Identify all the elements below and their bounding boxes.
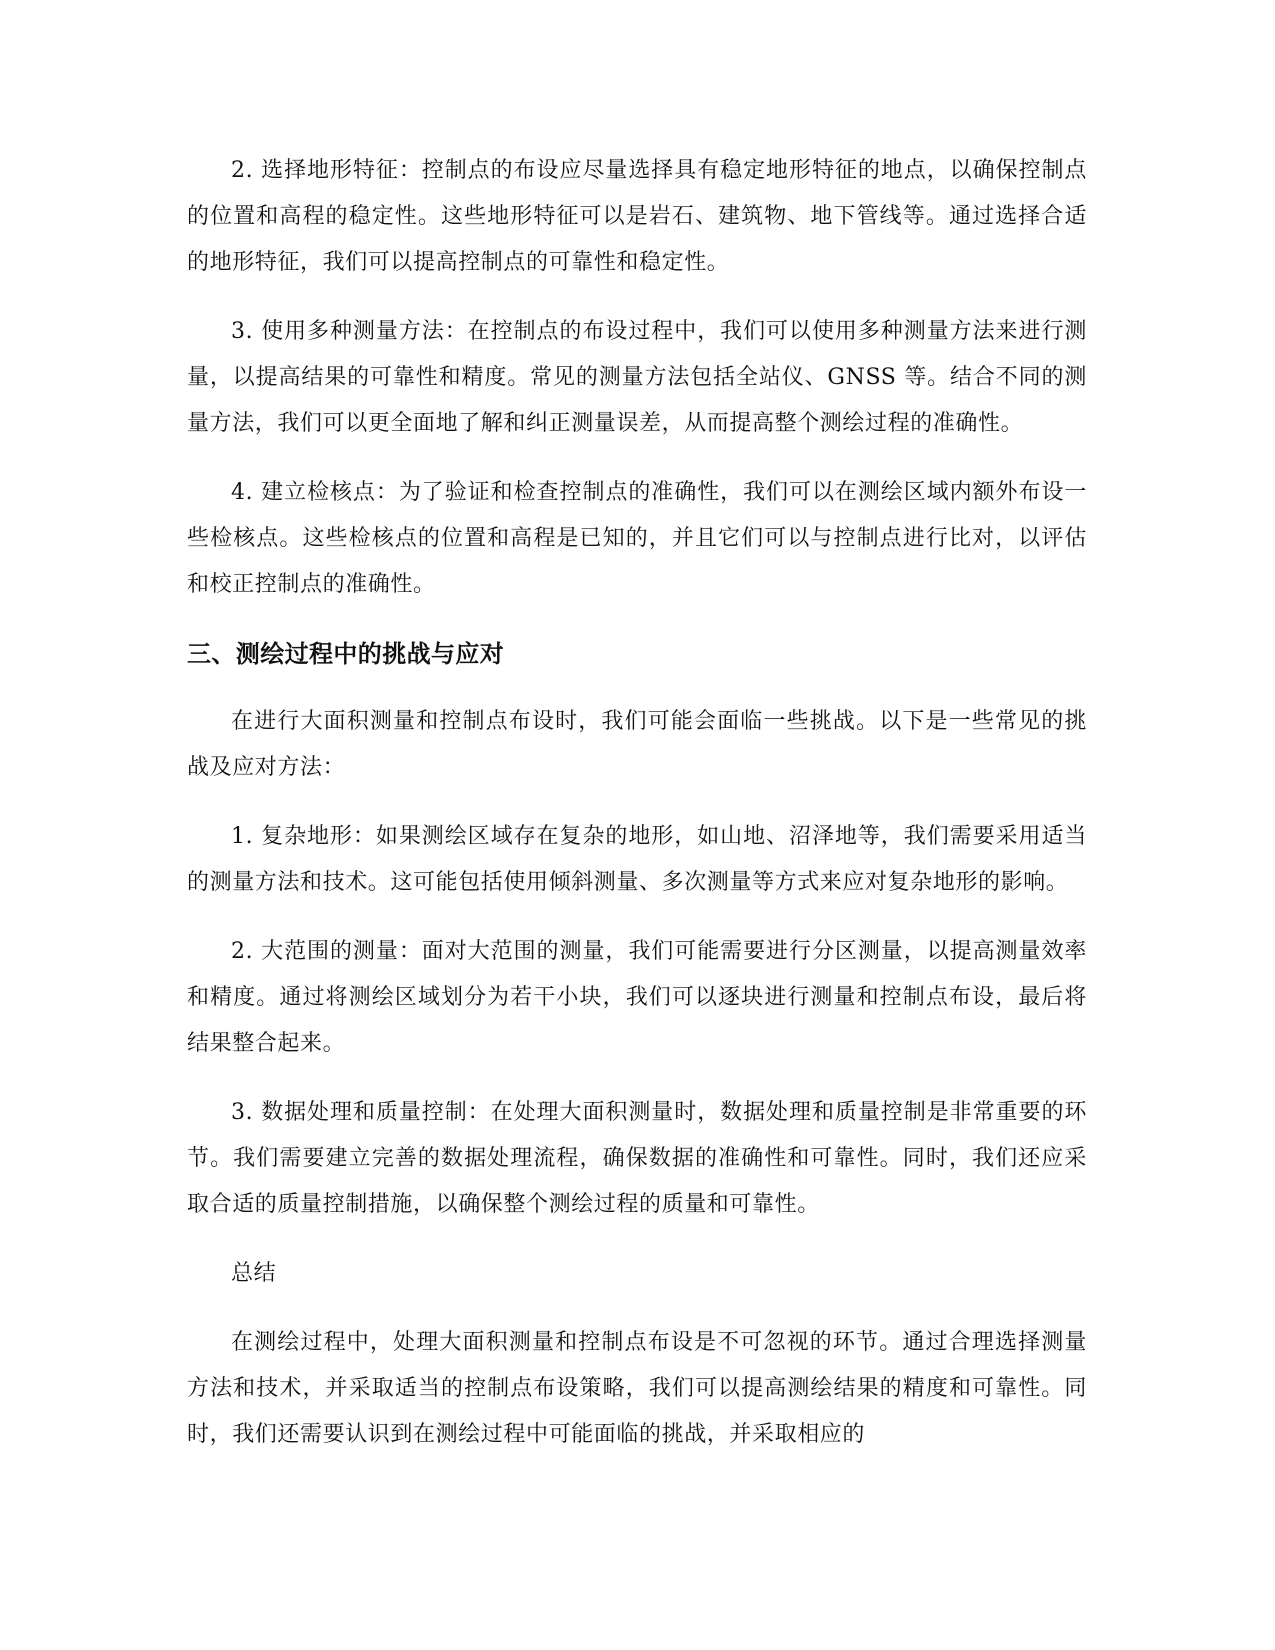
paragraph-multiple-methods: 3. 使用多种测量方法：在控制点的布设过程中，我们可以使用多种测量方法来进行测量，以提高结果的可靠性和精度。常见的测量方法包括全站仪、GNSS 等。结合不同的测量方法，我们可以更全面地了解和纠正测量误差，从而提高整个测绘过程的准确性。 <box>187 319 1087 436</box>
paragraph-large-area: 2. 大范围的测量：面对大范围的测量，我们可能需要进行分区测量，以提高测量效率和精度。通过将测绘区域划分为若干小块，我们可以逐块进行测量和控制点布设，最后将结果整合起来。 <box>187 939 1087 1056</box>
paragraph-data-processing: 3. 数据处理和质量控制：在处理大面积测量时，数据处理和质量控制是非常重要的环节。我们需要建立完善的数据处理流程，确保数据的准确性和可靠性。同时，我们还应采取合适的质量控制措施，以确保整个测绘过程的质量和可靠性。 <box>187 1100 1087 1217</box>
paragraph-complex-terrain: 1. 复杂地形：如果测绘区域存在复杂的地形，如山地、沼泽地等，我们需要采用适当的测量方法和技术。这可能包括使用倾斜测量、多次测量等方式来应对复杂地形的影响。 <box>187 824 1087 895</box>
paragraph-select-terrain: 2. 选择地形特征：控制点的布设应尽量选择具有稳定地形特征的地点，以确保控制点的位置和高程的稳定性。这些地形特征可以是岩石、建筑物、地下管线等。通过选择合适的地形特征，我们可以提高控制点的可靠性和稳定性。 <box>187 158 1087 275</box>
paragraph-challenges-intro: 在进行大面积测量和控制点布设时，我们可能会面临一些挑战。以下是一些常见的挑战及应对方法： <box>187 709 1087 780</box>
paragraph-check-points: 4. 建立检核点：为了验证和检查控制点的准确性，我们可以在测绘区域内额外布设一些检核点。这些检核点的位置和高程是已知的，并且它们可以与控制点进行比对，以评估和校正控制点的准确性。 <box>187 480 1087 597</box>
document-body <box>187 148 1087 1481</box>
section-heading: 三、测绘过程中的挑战与应对 <box>187 640 505 668</box>
summary-title: 总结 <box>231 1261 277 1286</box>
paragraph-summary: 在测绘过程中，处理大面积测量和控制点布设是不可忽视的环节。通过合理选择测量方法和技术，并采取适当的控制点布设策略，我们可以提高测绘结果的精度和可靠性。同时，我们还需要认识到在测绘过程中可能面临的挑战，并采取相应的 <box>187 1330 1087 1447</box>
